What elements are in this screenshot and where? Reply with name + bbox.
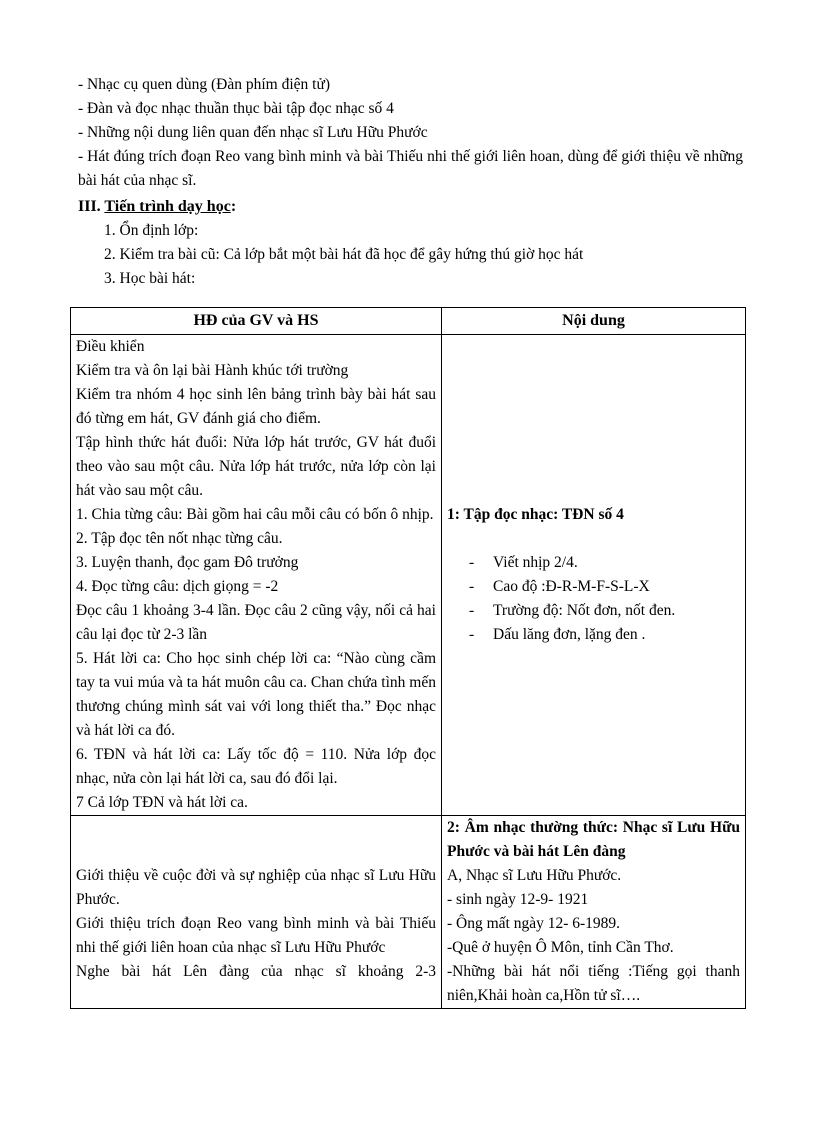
activity-line: Điều khiển — [76, 338, 145, 355]
content-line: -Những bài hát nổi tiếng :Tiếng gọi thanh niên,Khải hoàn ca,Hồn tử sĩ…. — [447, 963, 740, 1004]
intro-line: - Đàn và đọc nhạc thuần thục bài tập đọc nhạc số 4 — [78, 100, 394, 117]
header-content: Nội dung — [442, 308, 746, 335]
activity-line: 5. Hát lời ca: Cho học sinh chép lời ca: “Nào cùng cầm tay ta vui múa và ta hát muôn câu ca. Chan chứa tình mến thương chúng mình sát vai với long thiết tha.” Đọc nhạc và hát lời ca đó. — [76, 650, 436, 739]
spacer — [447, 527, 740, 551]
steps-list — [104, 219, 583, 291]
section-number: III. — [78, 198, 101, 215]
content-line: -Quê ở huyện Ô Môn, tỉnh Cần Thơ. — [447, 939, 674, 956]
spacer — [76, 816, 436, 864]
activity-line: Giới thiệu trích đoạn Reo vang bình minh và bài Thiếu nhi thế giới liên hoan của nhạc sĩ Lưu Hữu Phước — [76, 915, 436, 956]
content-bullet: - Trường độ: Nốt đơn, nốt đen. — [469, 602, 676, 619]
content-title: 2: Âm nhạc thường thức: Nhạc sĩ Lưu Hữu Phước và bài hát Lên đàng — [447, 819, 740, 860]
activity-line: Nghe bài hát Lên đàng của nhạc sĩ khoảng 2-3 — [76, 963, 436, 980]
content-title: 1: Tập đọc nhạc: TĐN số 4 — [447, 506, 624, 523]
activities-cell — [71, 816, 442, 1009]
content-line: A, Nhạc sĩ Lưu Hữu Phước. — [447, 867, 622, 884]
intro-list — [78, 73, 743, 193]
content-cell — [442, 335, 746, 816]
section-heading — [78, 196, 236, 218]
activity-line: 6. TĐN và hát lời ca: Lấy tốc độ = 110. Nửa lớp đọc nhạc, nửa còn lại hát lời ca, sau đó đổi lại. — [76, 746, 436, 787]
content-bullet: - Viết nhịp 2/4. — [469, 554, 578, 571]
activity-line: 3. Luyện thanh, đọc gam Đô trưởng — [76, 554, 299, 571]
spacer — [447, 335, 740, 503]
activity-line: Tập hình thức hát đuổi: Nửa lớp hát trước, GV hát đuổi theo vào sau một câu. Nửa lớp hát trước, nửa lớp còn lại hát vào sau một câu. — [76, 434, 436, 499]
table-header-row — [71, 308, 746, 335]
activity-line: 1. Chia từng câu: Bài gồm hai câu mỗi câu có bốn ô nhịp. — [76, 506, 434, 523]
step-item: 1. Ổn định lớp: — [104, 222, 199, 239]
step-item: 3. Học bài hát: — [104, 270, 196, 287]
intro-line: - Những nội dung liên quan đến nhạc sĩ Lưu Hữu Phước — [78, 124, 428, 141]
activities-cell — [71, 335, 442, 816]
table-row — [71, 816, 746, 1009]
activity-line: 2. Tập đọc tên nốt nhạc từng câu. — [76, 530, 283, 547]
content-line: - sinh ngày 12-9- 1921 — [447, 891, 589, 908]
content-line: - Ông mất ngày 12- 6-1989. — [447, 915, 621, 932]
content-bullet: - Cao độ :Đ-R-M-F-S-L-X — [469, 578, 650, 595]
content-bullet: - Dấu lăng đơn, lặng đen . — [469, 626, 646, 643]
activity-line: Kiểm tra và ôn lại bài Hành khúc tới trường — [76, 362, 349, 379]
content-cell — [442, 816, 746, 1009]
lesson-table — [70, 307, 746, 1009]
table-row — [71, 335, 746, 816]
intro-line: - Hát đúng trích đoạn Reo vang bình minh và bài Thiếu nhi thế giới liên hoan, dùng để giới thiệu về những bài hát của nhạc sĩ. — [78, 148, 743, 189]
activity-line: 4. Đọc từng câu: dịch giọng = -2 — [76, 578, 279, 595]
activity-line: Đọc câu 1 khoảng 3-4 lần. Đọc câu 2 cũng vậy, nối cả hai câu lại đọc từ 2-3 lần — [76, 602, 436, 643]
section-title: Tiến trình dạy học — [104, 198, 231, 215]
intro-line: - Nhạc cụ quen dùng (Đàn phím điện tử) — [78, 76, 331, 93]
header-activities: HĐ của GV và HS — [71, 308, 442, 335]
activity-line: Giới thiệu về cuộc đời và sự nghiệp của nhạc sĩ Lưu Hữu Phước. — [76, 867, 436, 908]
section-colon: : — [230, 198, 237, 215]
activity-line: 7 Cả lớp TĐN và hát lời ca. — [76, 794, 248, 811]
activity-line: Kiểm tra nhóm 4 học sinh lên bảng trình bày bài hát sau đó từng em hát, GV đánh giá cho điểm. — [76, 386, 436, 427]
step-item: 2. Kiểm tra bài cũ: Cả lớp bắt một bài hát đã học để gây hứng thú giờ học hát — [104, 246, 584, 263]
